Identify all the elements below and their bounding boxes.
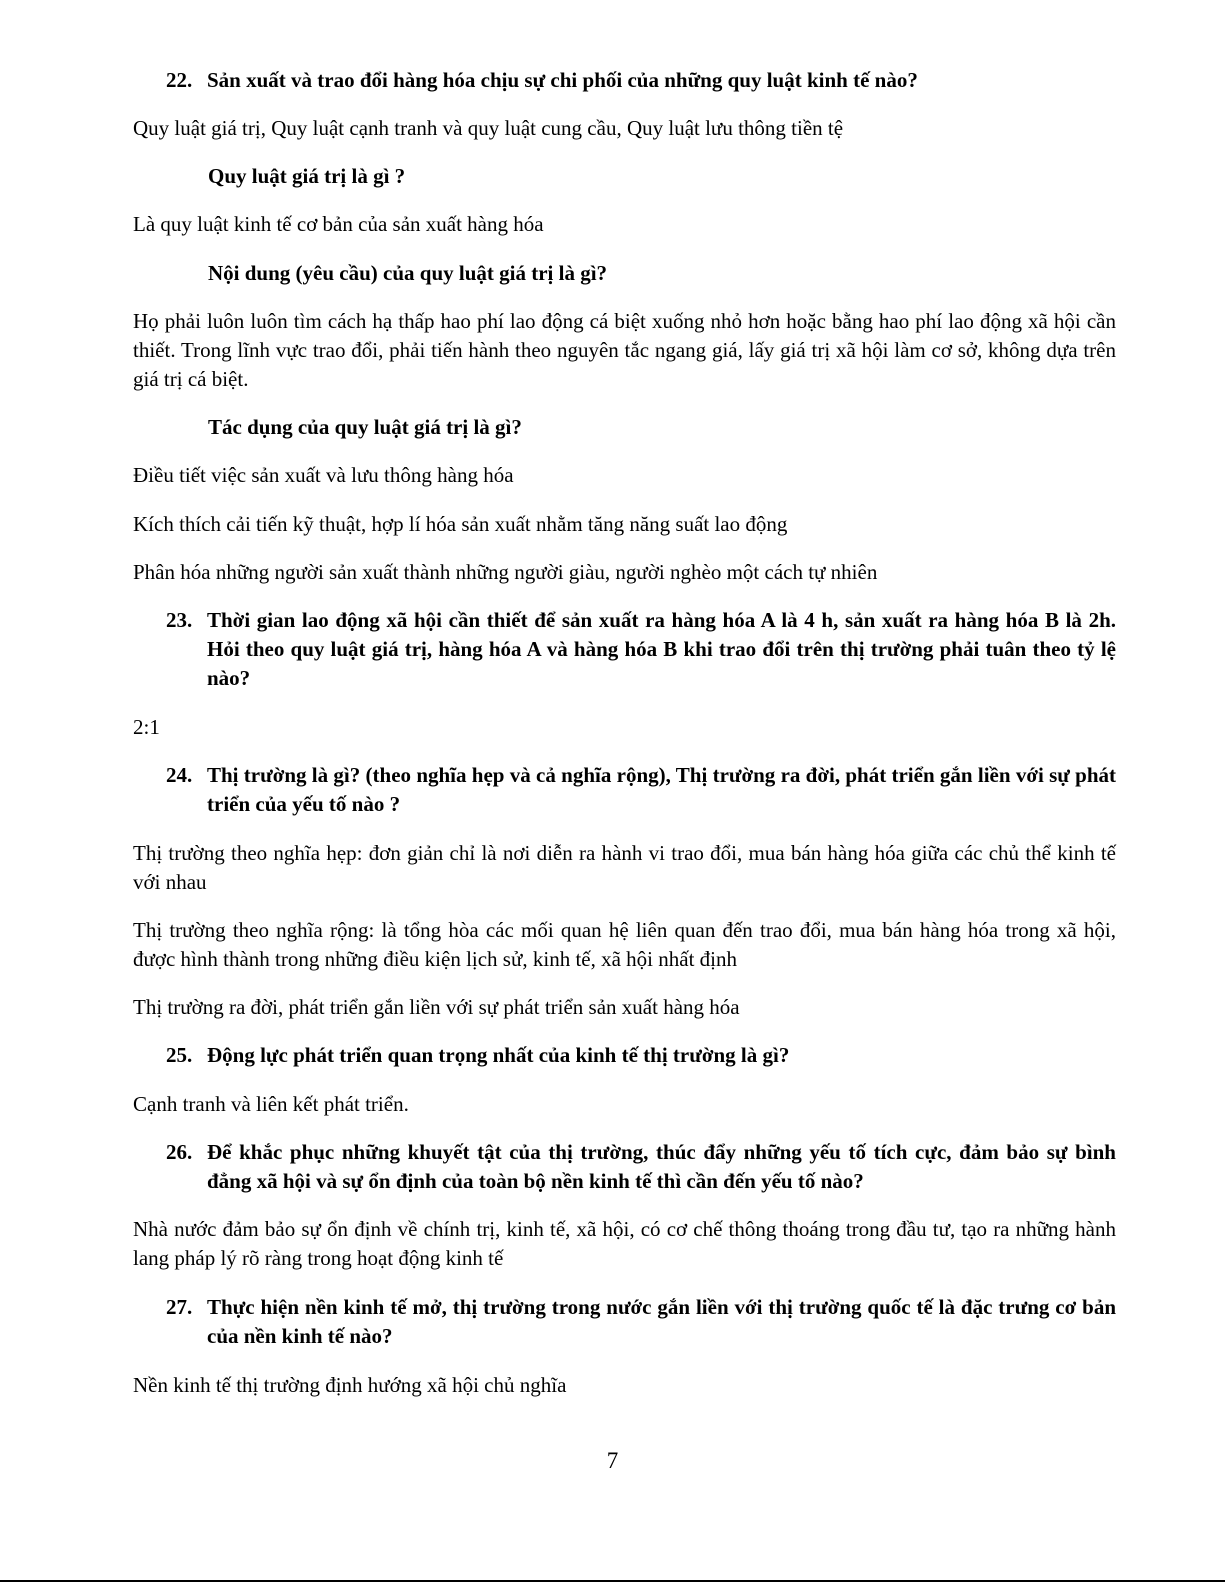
answer-25: Cạnh tranh và liên kết phát triển. [133, 1092, 409, 1116]
sub-question-value-law-content: Nội dung (yêu cầu) của quy luật giá trị là gì? [208, 261, 608, 285]
question-27 [166, 1293, 1116, 1351]
question-23 [166, 606, 1116, 693]
question-number: 25. [166, 1043, 193, 1067]
question-24 [166, 761, 1116, 819]
page-bottom-rule [0, 1580, 1225, 1582]
answer-24-3: Thị trường ra đời, phát triển gắn liền với sự phát triển sản xuất hàng hóa [133, 995, 740, 1019]
answer-effect-3: Phân hóa những người sản xuất thành những người giàu, người nghèo một cách tự nhiên [133, 560, 878, 584]
question-number: 22. [166, 68, 193, 92]
answer-24-1: Thị trường theo nghĩa hẹp: đơn giản chỉ là nơi diễn ra hành vi trao đổi, mua bán hàng hóa giữa các chủ thể kinh tế với nhau [133, 841, 1116, 894]
answer-effect-2: Kích thích cải tiến kỹ thuật, hợp lí hóa sản xuất nhằm tăng năng suất lao động [133, 512, 788, 536]
answer-value-law: Là quy luật kinh tế cơ bản của sản xuất hàng hóa [133, 212, 544, 236]
question-text: Thời gian lao động xã hội cần thiết để sản xuất ra hàng hóa A là 4 h, sản xuất ra hàng hóa B là 2h. Hỏi theo quy luật giá trị, hàng hóa A và hàng hóa B khi trao đổi trên thị trường phải tuân theo tỷ lệ nào? [207, 608, 1116, 690]
question-text: Thị trường là gì? (theo nghĩa hẹp và cả nghĩa rộng), Thị trường ra đời, phát triển gắn liền với sự phát triển của yếu tố nào ? [207, 763, 1116, 816]
page-number: 7 [606, 1448, 619, 1473]
question-number: 23. [166, 608, 193, 632]
question-22 [166, 66, 1116, 95]
question-text: Động lực phát triển quan trọng nhất của kinh tế thị trường là gì? [207, 1043, 790, 1067]
question-text: Để khắc phục những khuyết tật của thị trường, thúc đẩy những yếu tố tích cực, đảm bảo sự bình đẳng xã hội và sự ổn định của toàn bộ nền kinh tế thì cần đến yếu tố nào? [207, 1140, 1116, 1193]
answer-effect-1: Điều tiết việc sản xuất và lưu thông hàng hóa [133, 463, 514, 487]
question-number: 24. [166, 763, 193, 787]
answer-value-law-content: Họ phải luôn luôn tìm cách hạ thấp hao phí lao động cá biệt xuống nhỏ hơn hoặc bằng hao phí lao động xã hội cần thiết. Trong lĩnh vực trao đổi, phải tiến hành theo nguyên tắc ngang giá, lấy giá trị xã hội làm cơ sở, không dựa trên giá trị cá biệt. [133, 309, 1116, 391]
answer-26: Nhà nước đảm bảo sự ổn định về chính trị, kinh tế, xã hội, có cơ chế thông thoáng trong đầu tư, tạo ra những hành lang pháp lý rõ ràng trong hoạt động kinh tế [133, 1217, 1116, 1270]
question-26 [166, 1138, 1116, 1196]
answer-27: Nền kinh tế thị trường định hướng xã hội chủ nghĩa [133, 1373, 567, 1397]
question-25 [166, 1041, 1116, 1070]
answer-24-2: Thị trường theo nghĩa rộng: là tổng hòa các mối quan hệ liên quan đến trao đổi, mua bán hàng hóa trong xã hội, được hình thành trong những điều kiện lịch sử, kinh tế, xã hội nhất định [133, 918, 1116, 971]
answer-23: 2:1 [133, 715, 160, 739]
answer-22: Quy luật giá trị, Quy luật cạnh tranh và quy luật cung cầu, Quy luật lưu thông tiền tệ [133, 116, 844, 140]
question-text: Thực hiện nền kinh tế mở, thị trường trong nước gắn liền với thị trường quốc tế là đặc trưng cơ bản của nền kinh tế nào? [207, 1295, 1116, 1348]
sub-question-value-law-effects: Tác dụng của quy luật giá trị là gì? [208, 415, 522, 439]
question-text: Sản xuất và trao đổi hàng hóa chịu sự chi phối của những quy luật kinh tế nào? [207, 68, 918, 92]
question-number: 27. [166, 1295, 193, 1319]
question-number: 26. [166, 1140, 193, 1164]
sub-question-value-law: Quy luật giá trị là gì ? [208, 164, 406, 188]
